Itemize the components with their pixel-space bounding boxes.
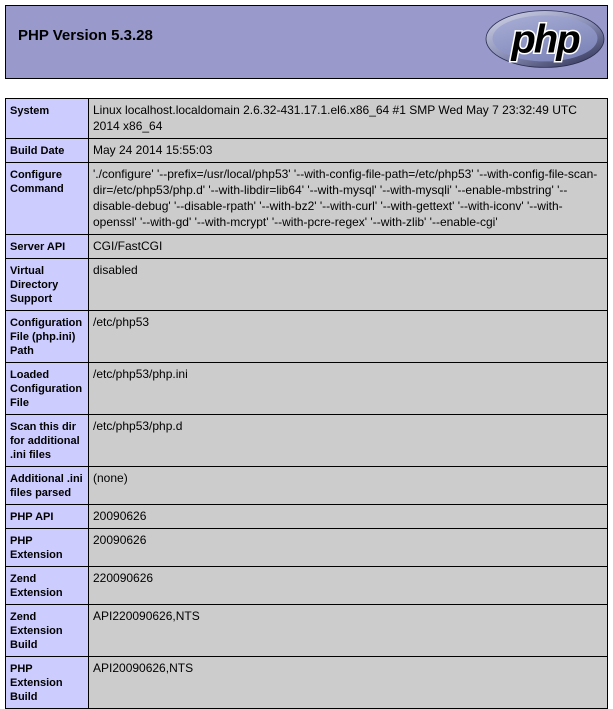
info-row-label: Zend Extension Build — [6, 605, 89, 657]
info-row-label: Virtual Directory Support — [6, 259, 89, 311]
info-row-label: Server API — [6, 235, 89, 259]
info-row-label: Zend Extension — [6, 567, 89, 605]
info-row-value: /etc/php53 — [89, 311, 608, 363]
info-row — [6, 363, 608, 415]
info-row-label: PHP Extension Build — [6, 657, 89, 709]
info-row — [6, 99, 608, 139]
php-info-table — [5, 98, 608, 709]
info-row-value: /etc/php53/php.d — [89, 415, 608, 467]
info-row-value: './configure' '--prefix=/usr/local/php53' '--with-config-file-path=/etc/php53' '--with-config-file-scan-dir=/etc/php53/php.d' '--with-libdir=lib64' '--with-mysql' '--with-mysqli' '--enable-mbstring' '--disable-debug' '--disable-rpath' '--with-bz2' '--with-curl' '--with-gettext' '--with-iconv' '--with-openssl' '--with-gd' '--with-mcrypt' '--with-pcre-regex' '--with-zlib' '--enable-cgi' — [89, 163, 608, 235]
info-row-value: 220090626 — [89, 567, 608, 605]
info-row-label: Configure Command — [6, 163, 89, 235]
info-row — [6, 567, 608, 605]
info-row-value: May 24 2014 15:55:03 — [89, 139, 608, 163]
info-row-value: API220090626,NTS — [89, 605, 608, 657]
info-row — [6, 311, 608, 363]
info-row-value: /etc/php53/php.ini — [89, 363, 608, 415]
info-row-value: 20090626 — [89, 529, 608, 567]
php-logo-link[interactable] — [485, 10, 605, 68]
info-row-label: PHP API — [6, 505, 89, 529]
info-row — [6, 605, 608, 657]
info-row — [6, 415, 608, 467]
info-row — [6, 139, 608, 163]
phpinfo-page — [5, 5, 608, 709]
info-row-value: disabled — [89, 259, 608, 311]
info-row-value: (none) — [89, 467, 608, 505]
info-row-label: Build Date — [6, 139, 89, 163]
info-row-label: Configuration File (php.ini) Path — [6, 311, 89, 363]
page-title: PHP Version 5.3.28 — [18, 27, 153, 44]
info-row — [6, 163, 608, 235]
info-row-value: API20090626,NTS — [89, 657, 608, 709]
info-row — [6, 505, 608, 529]
info-row-value: 20090626 — [89, 505, 608, 529]
info-row-label: Additional .ini files parsed — [6, 467, 89, 505]
info-row — [6, 529, 608, 567]
info-row-label: Loaded Configuration File — [6, 363, 89, 415]
info-row — [6, 467, 608, 505]
info-row-label: PHP Extension — [6, 529, 89, 567]
php-logo-icon — [485, 10, 605, 68]
info-row-label: System — [6, 99, 89, 139]
info-row-label: Scan this dir for additional .ini files — [6, 415, 89, 467]
header — [5, 5, 608, 79]
info-row — [6, 657, 608, 709]
info-row-value: Linux localhost.localdomain 2.6.32-431.17.1.el6.x86_64 #1 SMP Wed May 7 23:32:49 UTC 2014 x86_64 — [89, 99, 608, 139]
info-row-value: CGI/FastCGI — [89, 235, 608, 259]
info-row — [6, 259, 608, 311]
php-logo-text: php — [511, 17, 579, 62]
info-row — [6, 235, 608, 259]
